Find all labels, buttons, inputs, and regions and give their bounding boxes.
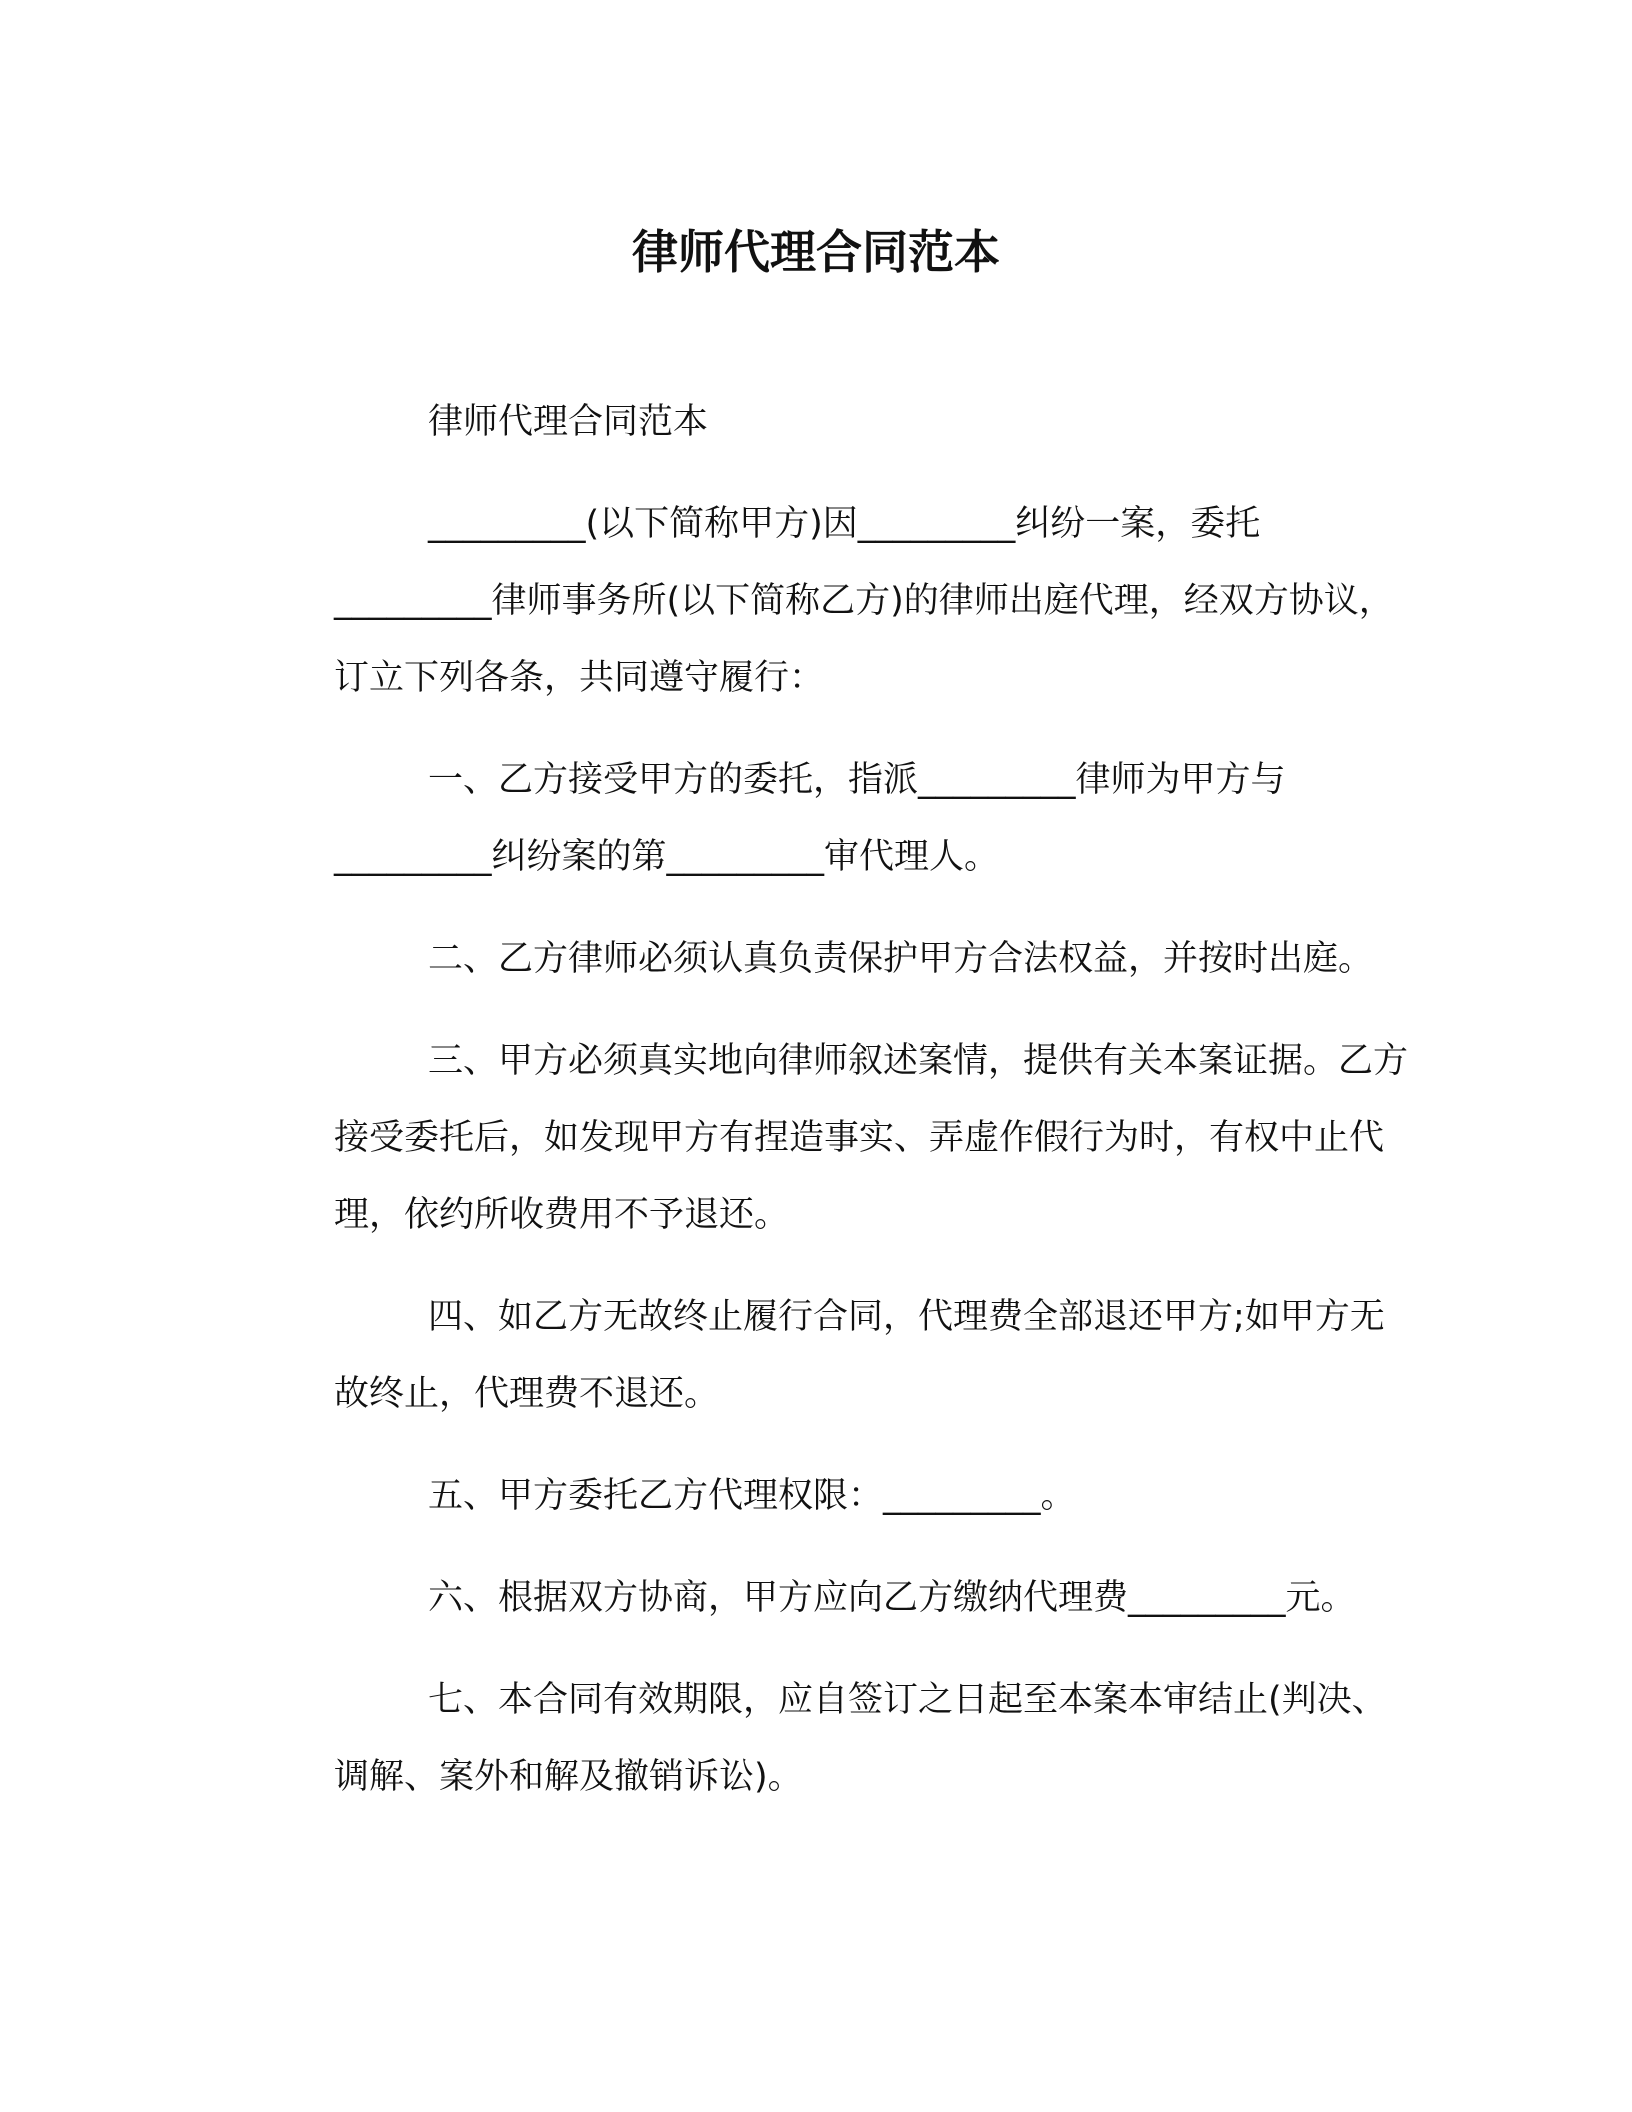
paragraph-line: 三、甲方必须真实地向律师叙述案情，提供有关本案证据。乙方 — [428, 1041, 1409, 1081]
paragraph-line: 一、乙方接受甲方的委托，指派_________律师为甲方与 — [428, 760, 1286, 800]
document-title: 律师代理合同范本 — [632, 225, 1000, 279]
paragraph-line: 理，依约所收费用不予退还。 — [334, 1195, 790, 1235]
paragraph-preamble — [240, 486, 1394, 717]
paragraph-subtitle — [240, 384, 1385, 461]
paragraph-line: 接受委托后，如发现甲方有捏造事实、弄虚作假行为时，有权中止代 — [334, 1118, 1385, 1158]
paragraph-line: 调解、案外和解及撤销诉讼)。 — [334, 1757, 803, 1797]
paragraph-clause-3 — [240, 1023, 1409, 1254]
paragraph-line: 订立下列各条，共同遵守履行： — [334, 658, 825, 698]
paragraph-line: 五、甲方委托乙方代理权限：_________。 — [428, 1476, 1076, 1516]
paragraph-line: 七、本合同有效期限，应自签订之日起至本案本审结止(判决、 — [428, 1680, 1387, 1720]
paragraph-line: 六、根据双方协商，甲方应向乙方缴纳代理费_________元。 — [428, 1578, 1356, 1618]
paragraph-clause-6 — [240, 1560, 1385, 1637]
paragraph-line: 二、乙方律师必须认真负责保护甲方合法权益，并按时出庭。 — [428, 939, 1374, 979]
paragraph-line: 律师代理合同范本 — [428, 402, 709, 442]
paragraph-line: _________纠纷案的第_________审代理人。 — [334, 837, 1000, 877]
paragraph-line: 故终止，代理费不退还。 — [334, 1374, 720, 1414]
paragraph-line: _________律师事务所(以下简称乙方)的律师出庭代理，经双方协议， — [334, 581, 1394, 621]
paragraph-clause-1 — [240, 742, 1385, 896]
paragraph-clause-4 — [240, 1279, 1385, 1433]
document-body — [240, 384, 1409, 1841]
paragraph-clause-2 — [240, 921, 1385, 998]
paragraph-clause-5 — [240, 1458, 1385, 1535]
paragraph-line: _________(以下简称甲方)因_________纠纷一案，委托 — [428, 504, 1261, 544]
paragraph-line: 四、如乙方无故终止履行合同，代理费全部退还甲方;如甲方无 — [428, 1297, 1385, 1337]
paragraph-clause-7 — [240, 1662, 1385, 1816]
